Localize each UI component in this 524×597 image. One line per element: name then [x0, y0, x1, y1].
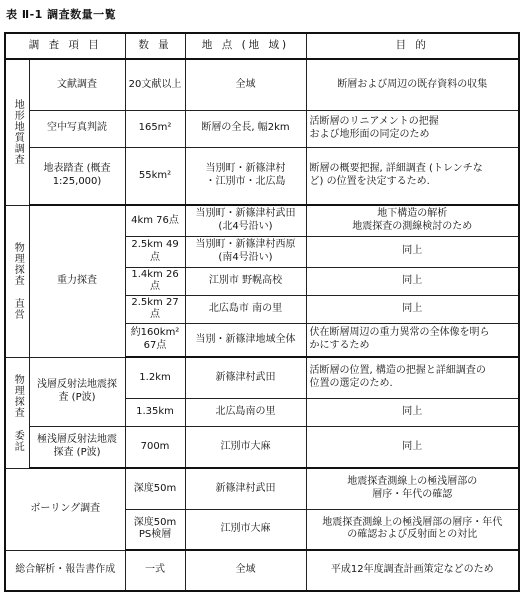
table-row	[5, 357, 519, 398]
location-juryoku-3: 江別市 野幌高校	[185, 267, 306, 295]
location-boring-1: 新篠津村武田	[185, 468, 306, 509]
location-juryoku-2: 当別町・新篠津村西原 (南4号沿い)	[185, 236, 306, 267]
purpose-senso-1: 活断層の位置, 構造の把握と詳細調査の 位置の選定のため.	[306, 357, 519, 398]
quantity-juryoku-5: 約160km² 67点	[125, 323, 185, 357]
group-chikei: 地形地質調査	[5, 59, 29, 205]
quantity-bunken: 20文献以上	[125, 59, 185, 110]
purpose-chihyo: 断層の概要把握, 詳細調査 (トレンチな ど) の位置を決定するため.	[306, 147, 519, 205]
item-boring: ボーリング調査	[5, 468, 125, 550]
quantity-juryoku-2: 2.5km 49点	[125, 236, 185, 267]
item-kuchu: 空中写真判読	[29, 110, 125, 147]
purpose-gokusenso: 同上	[306, 426, 519, 468]
location-bunken: 全域	[185, 59, 306, 110]
survey-quantity-table	[4, 32, 520, 592]
quantity-boring-2: 深度50m PS検層	[125, 509, 185, 550]
quantity-kuchu: 165m²	[125, 110, 185, 147]
purpose-juryoku-5: 伏在断層周辺の重力異常の全体像を明ら かにするため	[306, 323, 519, 357]
table-row	[5, 110, 519, 147]
purpose-juryoku-2: 同上	[306, 236, 519, 267]
location-kuchu: 断層の全長, 幅2km	[185, 110, 306, 147]
purpose-senso-2: 同上	[306, 398, 519, 426]
item-senso: 浅層反射法地震探 査 (P波)	[29, 357, 125, 426]
purpose-juryoku-3: 同上	[306, 267, 519, 295]
location-senso-2: 北広島南の里	[185, 398, 306, 426]
header-purpose: 目 的	[306, 33, 519, 59]
table-row	[5, 205, 519, 236]
quantity-chihyo: 55km²	[125, 147, 185, 205]
group-butsuri-chokuei: 物理探査 直営	[5, 205, 29, 357]
quantity-senso-2: 1.35km	[125, 398, 185, 426]
location-gokusenso: 江別市大麻	[185, 426, 306, 468]
header-location: 地 点 (地 域)	[185, 33, 306, 59]
purpose-juryoku-1: 地下構造の解析 地震探査の測線検討のため	[306, 205, 519, 236]
quantity-juryoku-3: 1.4km 26点	[125, 267, 185, 295]
table-caption: 表 Ⅱ-1 調査数量一覧	[6, 8, 117, 21]
table-row	[5, 59, 519, 110]
location-juryoku-1: 当別町・新篠津村武田 (北4号沿い)	[185, 205, 306, 236]
location-juryoku-4: 北広島市 南の里	[185, 295, 306, 323]
header-row	[5, 33, 519, 59]
header-quantity: 数 量	[125, 33, 185, 59]
location-sogo: 全域	[185, 550, 306, 591]
table-row	[5, 468, 519, 509]
quantity-juryoku-1: 4km 76点	[125, 205, 185, 236]
item-chihyo: 地表踏査 (概査 1:25,000)	[29, 147, 125, 205]
purpose-boring-1: 地震探査測線上の極浅層部の 層序・年代の確認	[306, 468, 519, 509]
item-juryoku: 重力探査	[29, 205, 125, 357]
table-row	[5, 426, 519, 468]
header-item: 調 査 項 目	[5, 33, 125, 59]
table-row	[5, 550, 519, 591]
location-senso-1: 新篠津村武田	[185, 357, 306, 398]
purpose-juryoku-4: 同上	[306, 295, 519, 323]
group-butsuri-itaku: 物理探査 委託	[5, 357, 29, 468]
location-chihyo: 当別町・新篠津村 ・江別市・北広島	[185, 147, 306, 205]
item-sogo: 総合解析・報告書作成	[5, 550, 125, 591]
purpose-boring-2: 地震探査測線上の極浅層部の層序・年代 の確認および反射面との対比	[306, 509, 519, 550]
location-boring-2: 江別市大麻	[185, 509, 306, 550]
quantity-sogo: 一式	[125, 550, 185, 591]
purpose-kuchu: 活断層のリニアメントの把握 および地形面の同定のため	[306, 110, 519, 147]
purpose-sogo: 平成12年度調査計画策定などのため	[306, 550, 519, 591]
location-juryoku-5: 当別・新篠津地域全体	[185, 323, 306, 357]
item-bunken: 文献調査	[29, 59, 125, 110]
quantity-senso-1: 1.2km	[125, 357, 185, 398]
table-row	[5, 147, 519, 205]
item-gokusenso: 極浅層反射法地震 探査 (P波)	[29, 426, 125, 468]
purpose-bunken: 断層および周辺の既存資料の収集	[306, 59, 519, 110]
quantity-boring-1: 深度50m	[125, 468, 185, 509]
quantity-juryoku-4: 2.5km 27点	[125, 295, 185, 323]
quantity-gokusenso: 700m	[125, 426, 185, 468]
